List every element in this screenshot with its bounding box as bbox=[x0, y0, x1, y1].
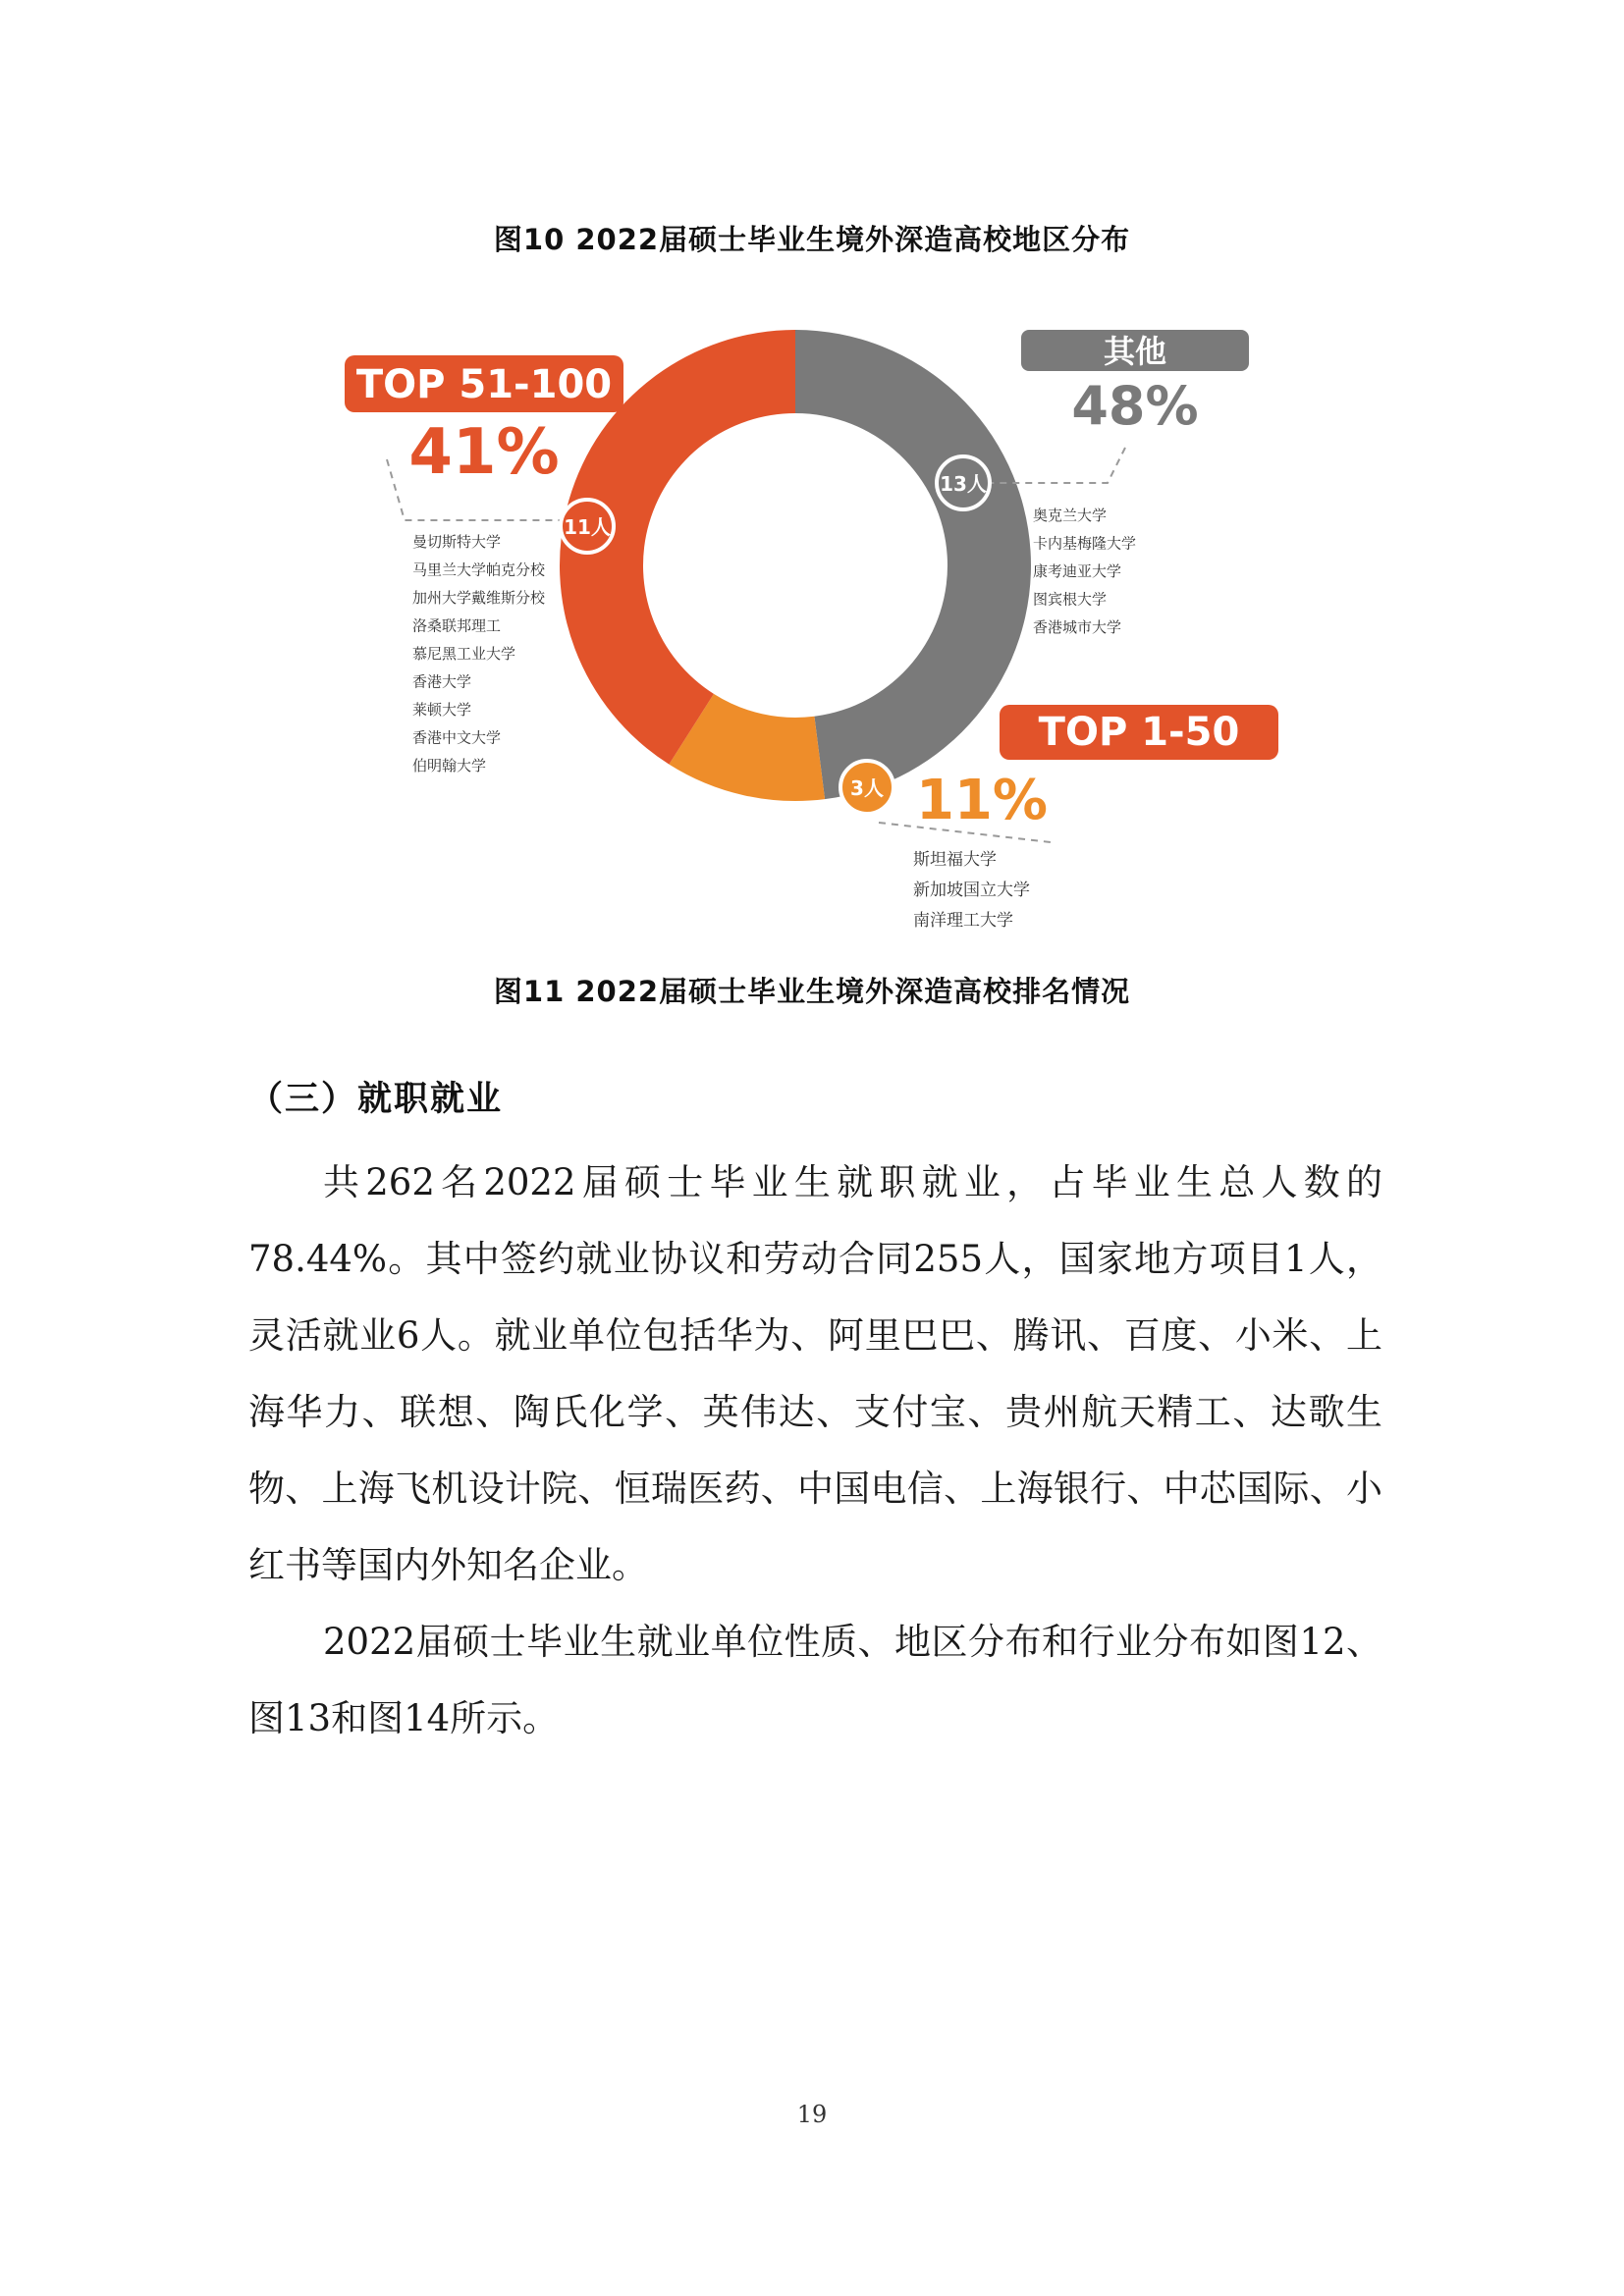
university-name: 慕尼黑工业大学 bbox=[412, 645, 516, 663]
university-name: 洛桑联邦理工 bbox=[412, 616, 502, 635]
university-name: 香港大学 bbox=[412, 672, 472, 691]
count-badge-top51-100 bbox=[561, 500, 614, 553]
university-list-other bbox=[1033, 507, 1136, 636]
university-name: 加州大学戴维斯分校 bbox=[412, 589, 546, 607]
top51-100-label: TOP 51-100 bbox=[355, 362, 613, 407]
section-heading: （三）就职就业 bbox=[248, 1080, 504, 1119]
count-badge-other bbox=[937, 456, 990, 509]
university-name: 伯明翰大学 bbox=[412, 757, 487, 774]
university-name: 康考迪亚大学 bbox=[1033, 562, 1122, 580]
university-name: 斯坦福大学 bbox=[913, 850, 997, 870]
other-percent: 48% bbox=[1071, 375, 1199, 437]
figure10-caption: 图10 2022届硕士毕业生境外深造高校地区分布 bbox=[493, 223, 1131, 256]
top51-100-percent: 41% bbox=[408, 416, 560, 489]
university-name: 图宾根大学 bbox=[1033, 590, 1108, 609]
top1-50-percent: 11% bbox=[915, 769, 1049, 832]
university-name: 香港城市大学 bbox=[1033, 618, 1122, 636]
ranking-donut-chart bbox=[0, 0, 1624, 962]
other-label: 其他 bbox=[1103, 333, 1167, 370]
university-list-top1-50 bbox=[913, 850, 1030, 931]
page-number: 19 bbox=[796, 2101, 828, 2128]
distribution-paragraph: 2022届硕士毕业生就业单位性质、地区分布和行业分布如图12、图13和图14所示。 bbox=[248, 1621, 1382, 1739]
university-name: 莱顿大学 bbox=[412, 701, 472, 719]
university-name: 卡内基梅隆大学 bbox=[1033, 534, 1137, 553]
employment-paragraph: 共262名2022届硕士毕业生就职就业，占毕业生总人数的78.44%。其中签约就业协议和劳动合同255人，国家地方项目1人，灵活就业6人。就业单位包括华为、阿里巴巴、腾讯、百度、小米、上海华力、联想、陶氏化学、英伟达、支付宝、贵州航天精工、达歌生物、上海飞机设计院、恒瑞医药、中国电信、上海银行、中芯国际、小红书等国内外知名企业。 bbox=[248, 1161, 1382, 1586]
count-top1-50: 3人 bbox=[850, 776, 884, 800]
university-name: 奥克兰大学 bbox=[1033, 507, 1108, 524]
university-name: 曼切斯特大学 bbox=[412, 533, 502, 551]
university-list-top51-100 bbox=[412, 533, 546, 774]
university-name: 马里兰大学帕克分校 bbox=[412, 561, 546, 579]
university-name: 香港中文大学 bbox=[412, 728, 502, 747]
university-name: 新加坡国立大学 bbox=[913, 881, 1030, 900]
top1-50-label: TOP 1-50 bbox=[1038, 710, 1240, 755]
university-name: 南洋理工大学 bbox=[913, 911, 1013, 931]
count-other: 13人 bbox=[940, 472, 987, 496]
figure11-caption: 图11 2022届硕士毕业生境外深造高校排名情况 bbox=[493, 975, 1131, 1008]
count-top51-100: 11人 bbox=[564, 515, 611, 539]
count-badge-top1-50 bbox=[840, 761, 893, 814]
segment-other bbox=[795, 330, 1031, 799]
